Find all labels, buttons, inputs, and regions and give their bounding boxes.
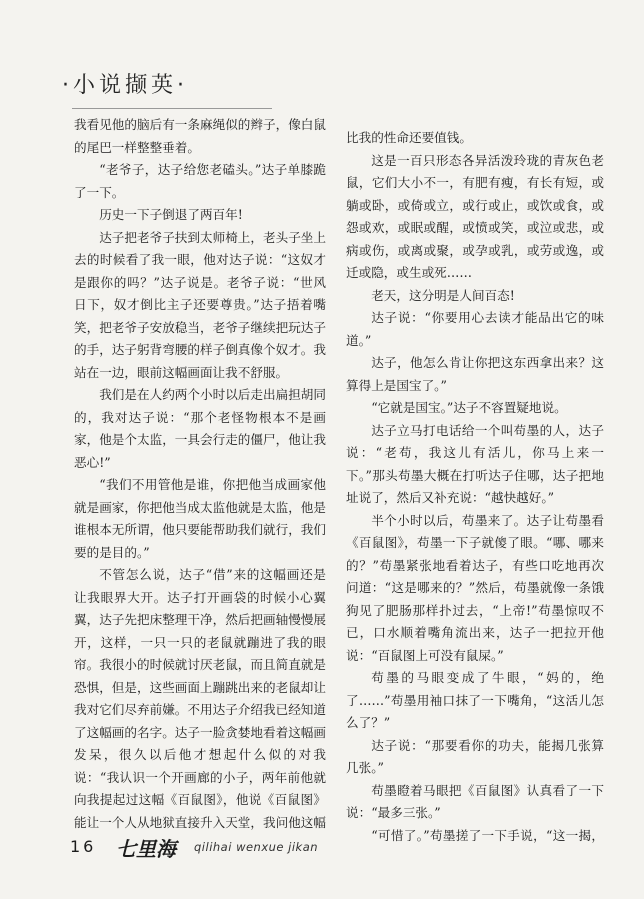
paragraph: 苟墨瞪着马眼把《百鼠图》认真看了一下说：“最多三张。”: [346, 782, 604, 820]
paragraph: 半个小时以后，苟墨来了。达子让苟墨看《百鼠图》，苟墨一下子就傻了眼。“哪、哪来的？”苟墨紧张地看着达子，有些口吃地再次问道：“这是哪来的？”然后，苟墨就像一条饿狗见了肥肠那样扑过去，“上帝!”苟墨惊叹不已，口水顺着嘴角流出来，达子一把拉开他说：“百鼠图上可没有鼠屎。”: [346, 512, 604, 663]
section-title: ·小说撷英·: [62, 73, 188, 98]
paragraph: 我看见他的脑后有一条麻绳似的辫子，像白鼠的尾巴一样整整垂着。: [74, 117, 326, 155]
right-text-column: [346, 127, 604, 847]
page-footer: [70, 835, 370, 865]
paragraph: 达子把老爷子扶到太师椅上，老头子坐上去的时候看了我一眼，他对达子说：“这奴才是跟你的吗？”达子说是。老爷子说：“世风日下，奴才倒比主子还要尊贵。”达子捂着嘴笑，把老爷子安放稳当，老爷子继续把玩达子的手，达子躬背弯腰的样子倒真像个奴才。我站在一边，眼前这幅画面让我不舒服。: [74, 229, 326, 380]
paragraph: “老爷子，达子给您老磕头。”达子单膝跪了一下。: [74, 162, 326, 200]
paragraph: 达子说：“你要用心去读才能品出它的味道。”: [346, 310, 604, 348]
paragraph: 苟墨的马眼变成了牛眼，“妈的，绝了……”苟墨用袖口抹了一下嘴角，“这活儿怎么了？”: [346, 670, 604, 730]
magazine-name-cn: 七里海: [116, 837, 176, 861]
paragraph: 我们是在人约两个小时以后走出扁担胡同的，我对达子说：“那个老怪物根本不是画家，他是个太监，一具会行走的僵尸，他让我恶心!”: [74, 387, 326, 470]
section-header: [62, 62, 252, 106]
paragraph: “它就是国宝。”达子不容置疑地说。: [371, 400, 567, 415]
paragraph: 这是一百只形态各异活泼玲珑的青灰色老鼠，它们大小不一，有肥有瘦，有长有短，或躺或卧，或倚或立，或行或止，或饮或食，或怨或欢，或眠或醒，或愤或笑，或泣或悲，或病或伤，或离或聚，或孕或乳，或劳或逸，或迁或隐，或生或死……: [346, 152, 604, 280]
paragraph: 达子立马打电话给一个叫苟墨的人，达子说：“老苟，我这儿有活儿，你马上来一下。”那头苟墨大概在打听达子住哪，达子把地址说了，然后又补充说：“越快越好。”: [346, 422, 604, 505]
paragraph: 历史一下子倒退了两百年!: [99, 207, 243, 222]
magazine-name-en: qilihai wenxue jikan: [194, 840, 319, 854]
paragraph: 达子说：“那要看你的功夫，能揭几张算几张。”: [346, 737, 604, 775]
left-text-column: [74, 114, 326, 834]
paragraph: “可惜了。”苟墨搓了一下手说，“这一揭，: [371, 827, 604, 843]
paragraph: 老天，这分明是人间百态!: [371, 287, 515, 303]
page-number: 16: [70, 837, 97, 856]
paragraph: “我们不用管他是谁，你把他当成画家他就是画家，你把他当成太监他就是太监，他是谁根本无所谓，他只要能帮助我们就行，我们要的是目的。”: [74, 477, 326, 560]
paragraph: 不管怎么说，达子“借”来的这幅画还是让我眼界大开。达子打开画袋的时候小心翼翼，达子先把床整理干净，然后把画轴慢慢展开，这样，一只一只的老鼠就蹦进了我的眼帘。我很小的时候就讨厌老鼠，而且简直就是恐惧，但是，这些画面上蹦跳出来的老鼠却让我对它们尽弃前嫌。不用达子介绍我已经知道了这幅画的名字。达子一脸贪婪地看着这幅画发呆，很久以后他才想起什么似的对我说：“我认识一个开画廊的小子，两年前他就向我提起过这幅《百鼠图》，他说《百鼠图》能让一个人从地狱直接升入天堂，我问他这幅: [74, 567, 326, 830]
paragraph: 达子，他怎么肯让你把这东西拿出来？这算得上是国宝了。”: [346, 355, 604, 393]
paragraph: 比我的性命还要值钱。: [346, 130, 472, 145]
header-divider: [72, 108, 272, 109]
